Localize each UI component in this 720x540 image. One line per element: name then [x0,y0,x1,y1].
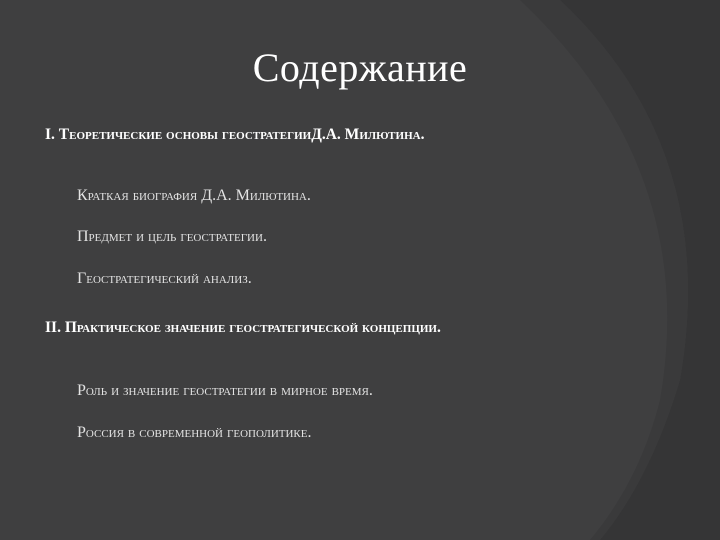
slide-title: Содержание [252,45,468,90]
section-2-item-2: Россия в современной геополитике. [77,424,312,441]
section-1-item-2: Предмет и цель геостратегии. [77,228,267,245]
section-2-heading: II. Практическое значение геостратегической концепции. [45,319,441,336]
section-1-item-1: Краткая биография Д.А. Милютина. [77,187,311,204]
section-1-item-3: Геостратегический анализ. [77,270,252,287]
section-2-item-1: Роль и значение геостратегии в мирное время. [77,382,373,399]
section-1-heading: I. Теоретические основы геостратегииД.А. Милютина. [45,126,425,143]
